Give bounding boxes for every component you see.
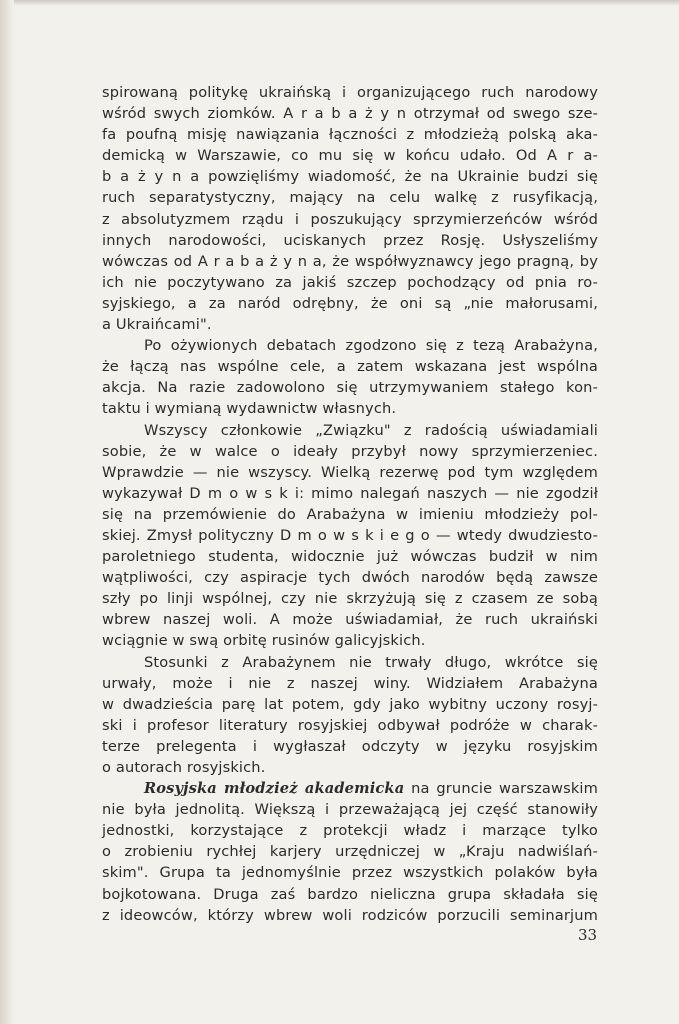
text-line: o zrobieniu rychłej karjery urzędniczej w „Kraju nadwiślań- bbox=[102, 843, 598, 861]
text-line: Po ożywionych debatach zgodzono się z tezą Arabażyna, bbox=[144, 337, 598, 355]
text-line: wykazywał D m o w s k i: mimo nalegań naszych — nie zgodził bbox=[102, 484, 598, 502]
text-line: ruch separatystyczny, mający na celu walkę z rusyfikacją, bbox=[102, 189, 598, 207]
text-line: syjskiego, a za naród odrębny, że oni są „nie małorusami, bbox=[102, 294, 598, 312]
text-line: ski i profesor literatury rosyjskiej odbywał podróże w charak- bbox=[102, 716, 598, 734]
text-line: jednostki, korzystające z protekcji władz i marzące tylko bbox=[102, 822, 598, 840]
text-line: wśród swych ziomków. A r a b a ż y n otrzymał od swego sze- bbox=[102, 105, 598, 123]
italic-phrase: Rosyjska młodzież akademicka bbox=[144, 780, 405, 798]
text-line: z absolutyzmem rządu i poszukujący sprzymierzeńców wśród bbox=[102, 210, 598, 228]
text-line: o autorach rosyjskich. bbox=[102, 759, 266, 776]
text-line: Wprawdzie — nie wszyscy. Wielką rezerwę pod tym względem bbox=[102, 463, 598, 481]
text-line: ich nie poczytywano za jakiś szczep pochodzący od pnia ro- bbox=[102, 273, 598, 291]
body-text bbox=[102, 82, 598, 926]
text-line: urwały, może i nie z naszej winy. Widziałem Arabażyna bbox=[102, 674, 598, 692]
page-top-edge bbox=[0, 0, 679, 6]
page-number: 33 bbox=[578, 926, 598, 944]
text-line: fa poufną misję nawiązania łączności z młodzieżą polską aka- bbox=[102, 126, 598, 144]
text-line: sobie, że w walce o ideały przybył nowy sprzymierzeniec. bbox=[102, 442, 598, 460]
text-line: wbrew naszej woli. A może uświadamiał, że ruch ukraiński bbox=[102, 611, 598, 629]
text-line: wciągnie w swą orbitę rusinów galicyjskich. bbox=[102, 632, 426, 650]
text-line: bojkotowana. Druga zaś bardzo nieliczna grupa składała się bbox=[102, 885, 598, 903]
text-line: z ideowców, którzy wbrew woli rodziców porzucili seminarjum bbox=[102, 906, 598, 924]
page-binding-edge bbox=[0, 0, 14, 1024]
text-line: Wszyscy członkowie „Związku" z radością uświadamiali bbox=[144, 421, 598, 439]
text-line bbox=[102, 778, 598, 799]
text-line: akcja. Na razie zadowolono się utrzymywaniem stałego kon- bbox=[102, 379, 598, 397]
text-line: taktu i wymianą wydawnictw własnych. bbox=[102, 400, 397, 418]
text-line: że łączą nas wspólne cele, a zatem wskazana jest wspólna bbox=[102, 358, 598, 376]
text-line: demicką w Warszawie, co mu się w końcu udało. Od A r a- bbox=[102, 147, 598, 165]
text-line: a Ukraińcami". bbox=[102, 316, 212, 334]
text-line: wówczas od A r a b a ż y n a, że współwyznawcy jego pragną, by bbox=[102, 252, 598, 270]
text-line: skim". Grupa ta jednomyślnie przez wszystkich polaków była bbox=[102, 864, 598, 882]
text-line: skiej. Zmysł polityczny D m o w s k i e g o — wtedy dwudziesto- bbox=[102, 526, 598, 544]
text-line: się na przemówienie do Arabażyna w imieniu młodzieży pol- bbox=[102, 505, 598, 523]
text-line: innych narodowości, uciskanych przez Rosję. Usłyszeliśmy bbox=[102, 231, 598, 249]
text-line: Stosunki z Arabażynem nie trwały długo, wkrótce się bbox=[144, 653, 598, 671]
text-line: szły po linji wspólnej, czy nie skrzyżują się z czasem ze sobą bbox=[102, 590, 598, 608]
text-line: terze prelegenta i wygłaszał odczyty w języku rosyjskim bbox=[102, 737, 598, 755]
text-line: b a ż y n a powzięliśmy wiadomość, że na Ukrainie budzi się bbox=[102, 168, 598, 186]
text-line: paroletniego studenta, widocznie już wówczas budził w nim bbox=[102, 548, 598, 566]
text-line: wątpliwości, czy aspiracje tych dwóch narodów będą zawsze bbox=[102, 569, 598, 587]
text-line: spirowaną politykę ukraińską i organizującego ruch narodowy bbox=[102, 84, 598, 101]
text-line: w dwadzieścia parę lat potem, gdy jako wybitny uczony rosyj- bbox=[102, 695, 598, 713]
line-text: na gruncie warszawskim bbox=[404, 780, 598, 798]
text-line: nie była jednolitą. Większą i przeważającą jej część stanowiły bbox=[102, 801, 598, 819]
